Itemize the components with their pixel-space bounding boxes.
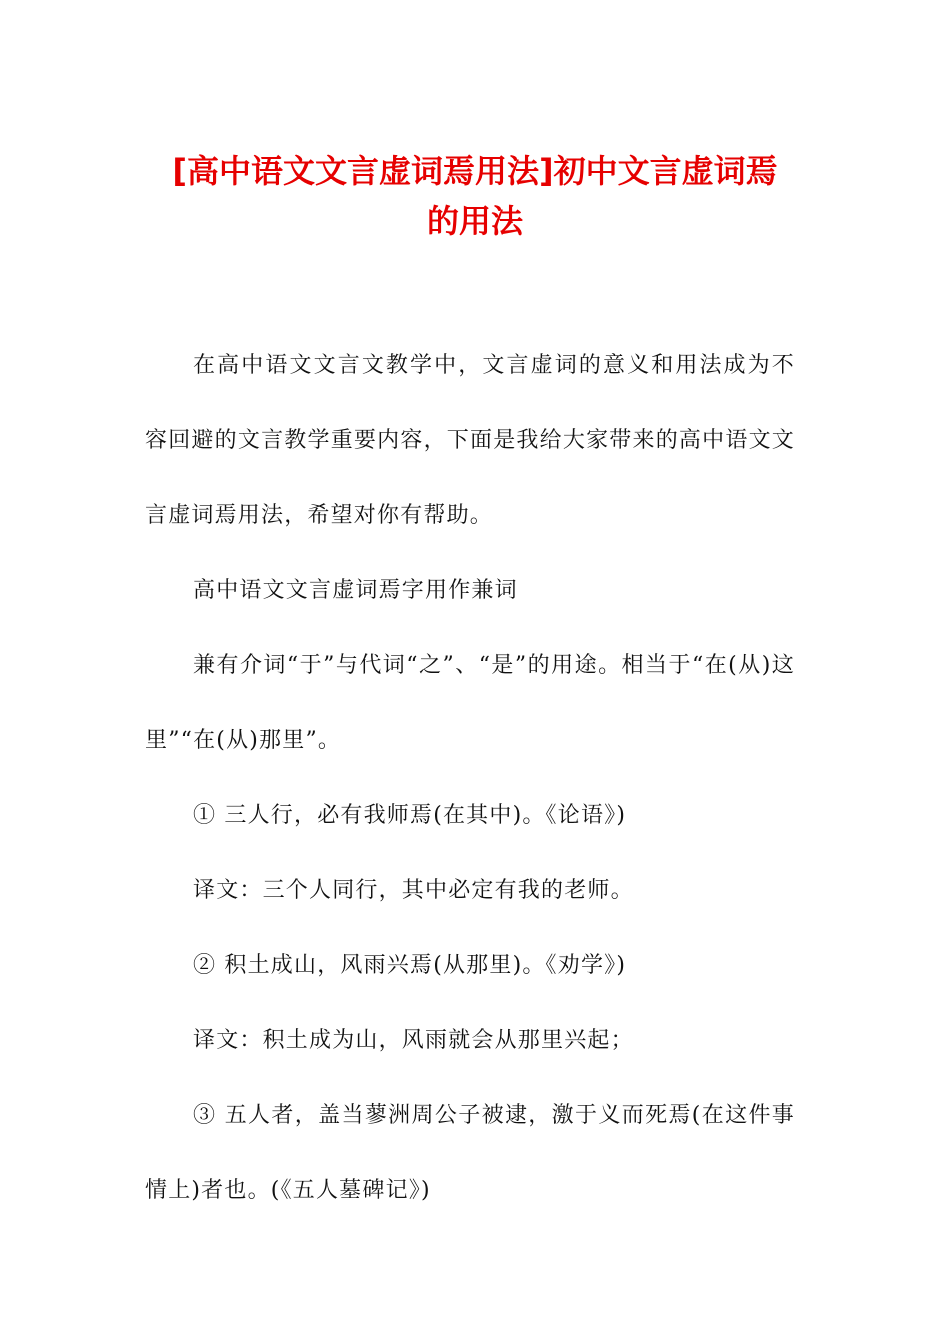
document-title [120, 146, 830, 246]
paragraph-example-3: ③ 五人者，盖当蓼洲周公子被逮，激于义而死焉(在这件事情上)者也。(《五人墓碑记》) [145, 1103, 795, 1203]
paragraph-definition: 兼有介词“于”与代词“之”、“是”的用途。相当于“在(从)这里”“在(从)那里”。 [145, 653, 795, 753]
paragraph-heading: 高中语文文言虚词焉字用作兼词 [193, 578, 518, 603]
title-line-2: 的用法 [426, 202, 523, 240]
paragraph-translation-2: 译文：积土成为山，风雨就会从那里兴起； [193, 1028, 634, 1053]
paragraph-example-2: ② 积土成山，风雨兴焉(从那里)。《劝学》) [193, 953, 627, 978]
paragraph-intro: 在高中语文文言文教学中，文言虚词的意义和用法成为不容回避的文言教学重要内容，下面是我给大家带来的高中语文文言虚词焉用法，希望对你有帮助。 [145, 353, 795, 528]
paragraph-translation-1: 译文：三个人同行，其中必定有我的老师。 [193, 878, 634, 903]
title-line-1: [高中语文文言虚词焉用法]初中文言虚词焉 [172, 152, 778, 190]
document-body [145, 328, 795, 1228]
paragraph-example-1: ① 三人行，必有我师焉(在其中)。《论语》) [193, 803, 627, 828]
